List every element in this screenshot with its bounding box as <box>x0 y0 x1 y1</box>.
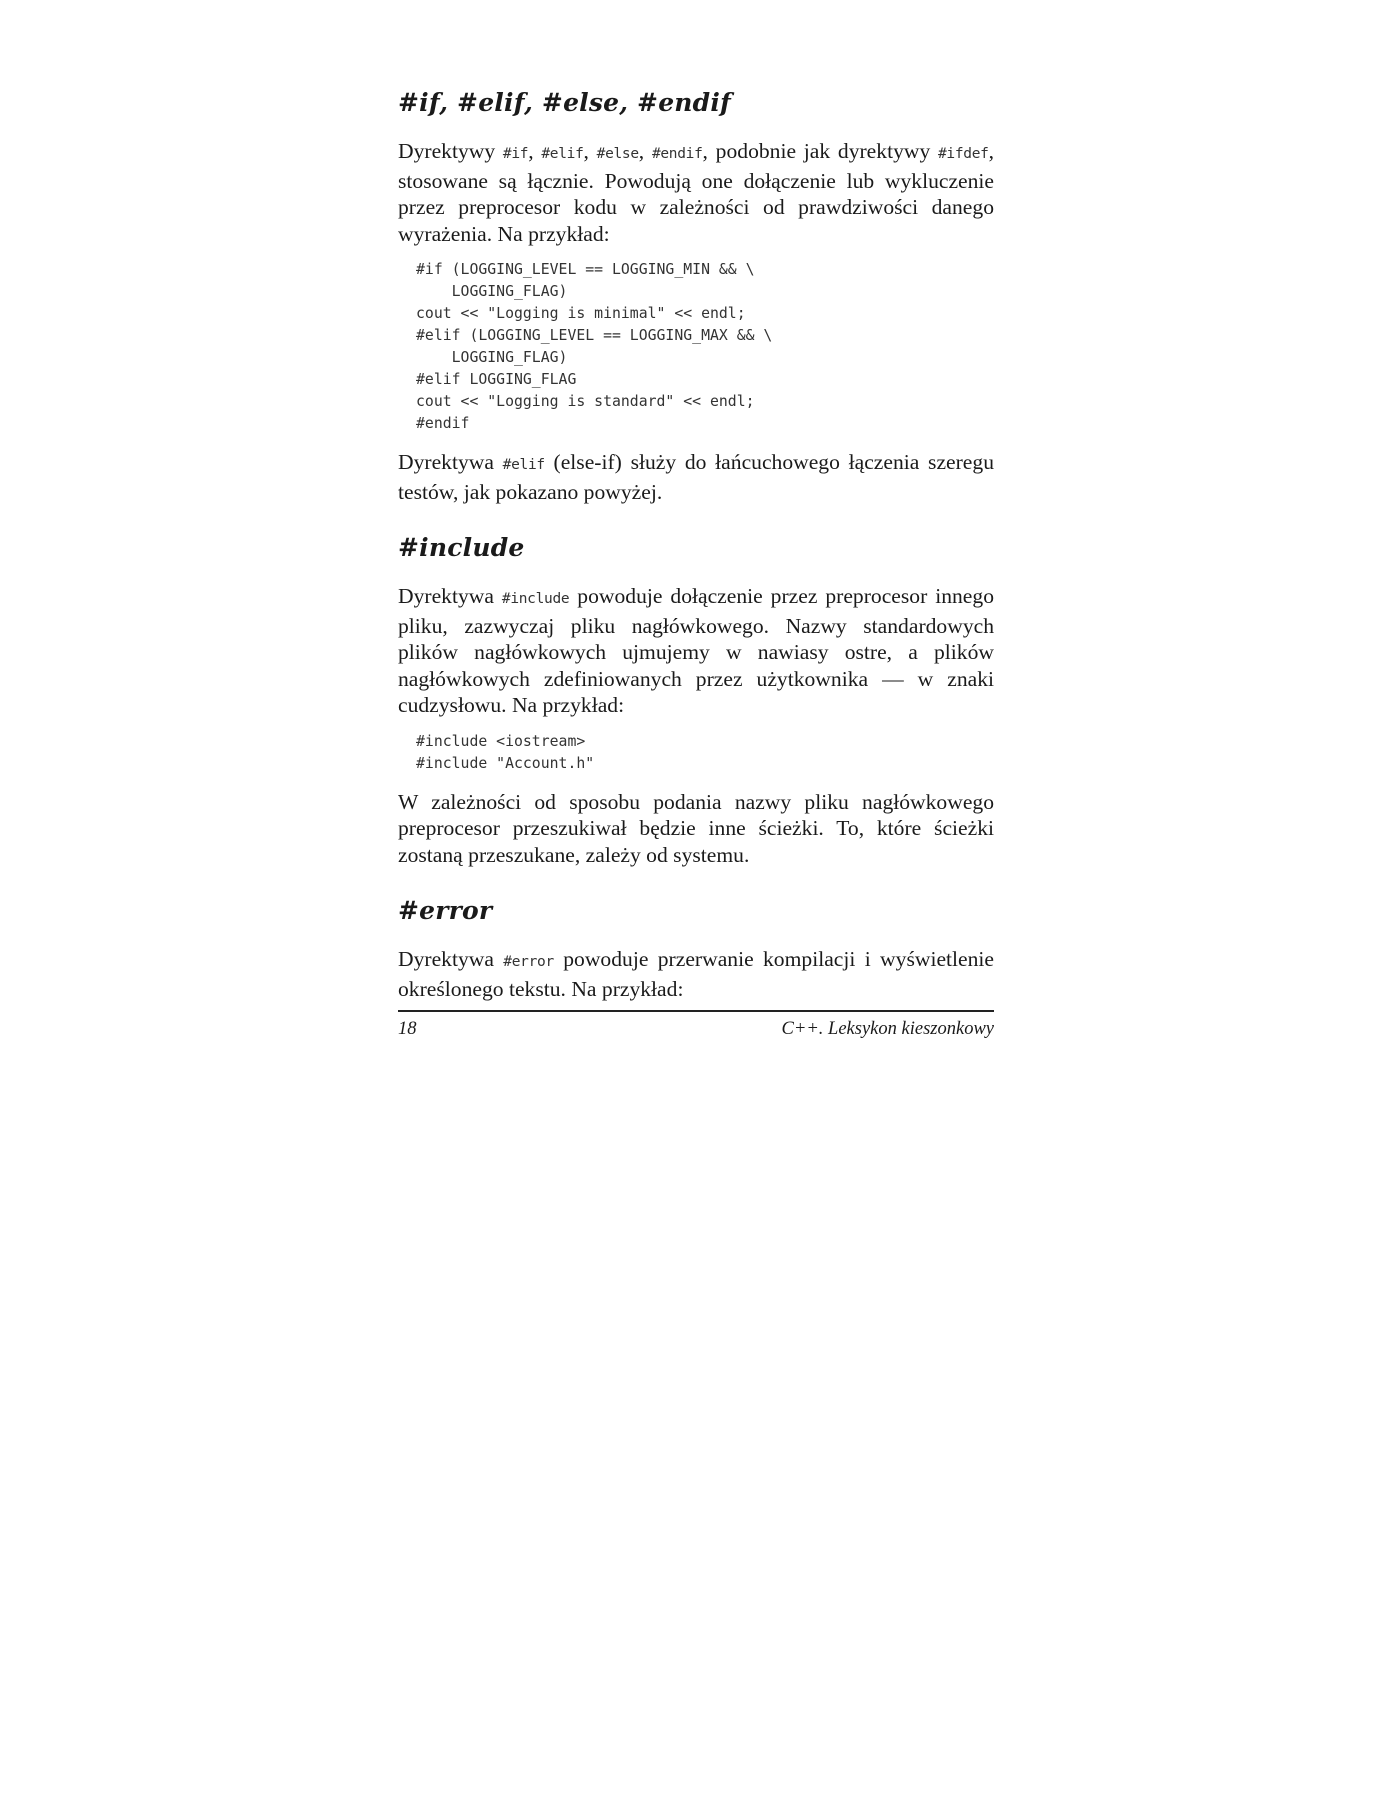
paragraph-elif-explanation <box>398 449 994 505</box>
text: , stosowane są łącznie. Powodują one dołączenie lub wykluczenie przez preprocesor kodu w zależności od prawdziwości danego wyrażenia. Na przykład: <box>398 139 994 246</box>
page-body <box>398 86 994 1002</box>
text: Dyrektywa <box>398 584 502 608</box>
inline-code: #elif <box>502 457 545 473</box>
text: , podobnie jak dyrektywy <box>702 139 938 163</box>
inline-code: #else <box>596 146 639 162</box>
page-number: 18 <box>398 1019 417 1039</box>
text: , <box>528 139 542 163</box>
paragraph-include-paths: W zależności od sposobu podania nazwy pliku nagłówkowego preprocesor przeszukiwał będzie inne ścieżki. To, które ścieżki zostaną przeszukane, zależy od systemu. <box>398 789 994 867</box>
text: Dyrektywa <box>398 450 503 474</box>
running-title: C++. Leksykon kieszonkowy <box>781 1019 994 1039</box>
heading-include: #include <box>398 533 525 562</box>
heading-if-directives: #if, #elif, #else, #endif <box>398 88 732 117</box>
text: powoduje dołączenie przez preprocesor innego pliku, zazwyczaj pliku nagłówkowego. Nazwy standardowych plików nagłówkowych ujmujemy w nawiasy ostre, a plików nagłówkowych zdefiniowanych przez użytkownika — w znaki cudzysłowu. Na przykład: <box>398 584 994 717</box>
inline-code: #ifdef <box>938 146 989 162</box>
text: Dyrektywa <box>398 947 504 971</box>
paragraph-include-intro <box>398 583 994 719</box>
heading-error: #error <box>398 896 493 925</box>
page-footer <box>398 1017 994 1041</box>
text: Dyrektywy <box>398 139 503 163</box>
inline-code: #endif <box>651 146 703 162</box>
code-block-include-example: #include <iostream> #include "Account.h" <box>416 732 595 772</box>
text: powoduje przerwanie kompilacji i wyświetlenie określonego tekstu. Na przykład: <box>398 947 994 1001</box>
inline-code: #error <box>503 954 554 970</box>
inline-code: #include <box>501 591 570 607</box>
text: , <box>638 139 652 163</box>
paragraph-error-intro <box>398 946 994 1002</box>
code-block-if-example: #if (LOGGING_LEVEL == LOGGING_MIN && \ LOGGING_FLAG) cout << "Logging is minimal" << endl; #elif (LOGGING_LEVEL == LOGGING_MAX && \ LOGGING_FLAG) #elif LOGGING_FLAG cout << "Logging is standard" << endl; #endif <box>416 261 773 432</box>
inline-code: #elif <box>541 146 584 162</box>
paragraph-if-intro <box>398 138 994 247</box>
text: (else-if) służy do łańcuchowego łączenia szeregu testów, jak pokazano powyżej. <box>398 450 994 504</box>
footer-divider <box>398 1010 994 1012</box>
text: , <box>583 139 597 163</box>
inline-code: #if <box>502 146 529 162</box>
